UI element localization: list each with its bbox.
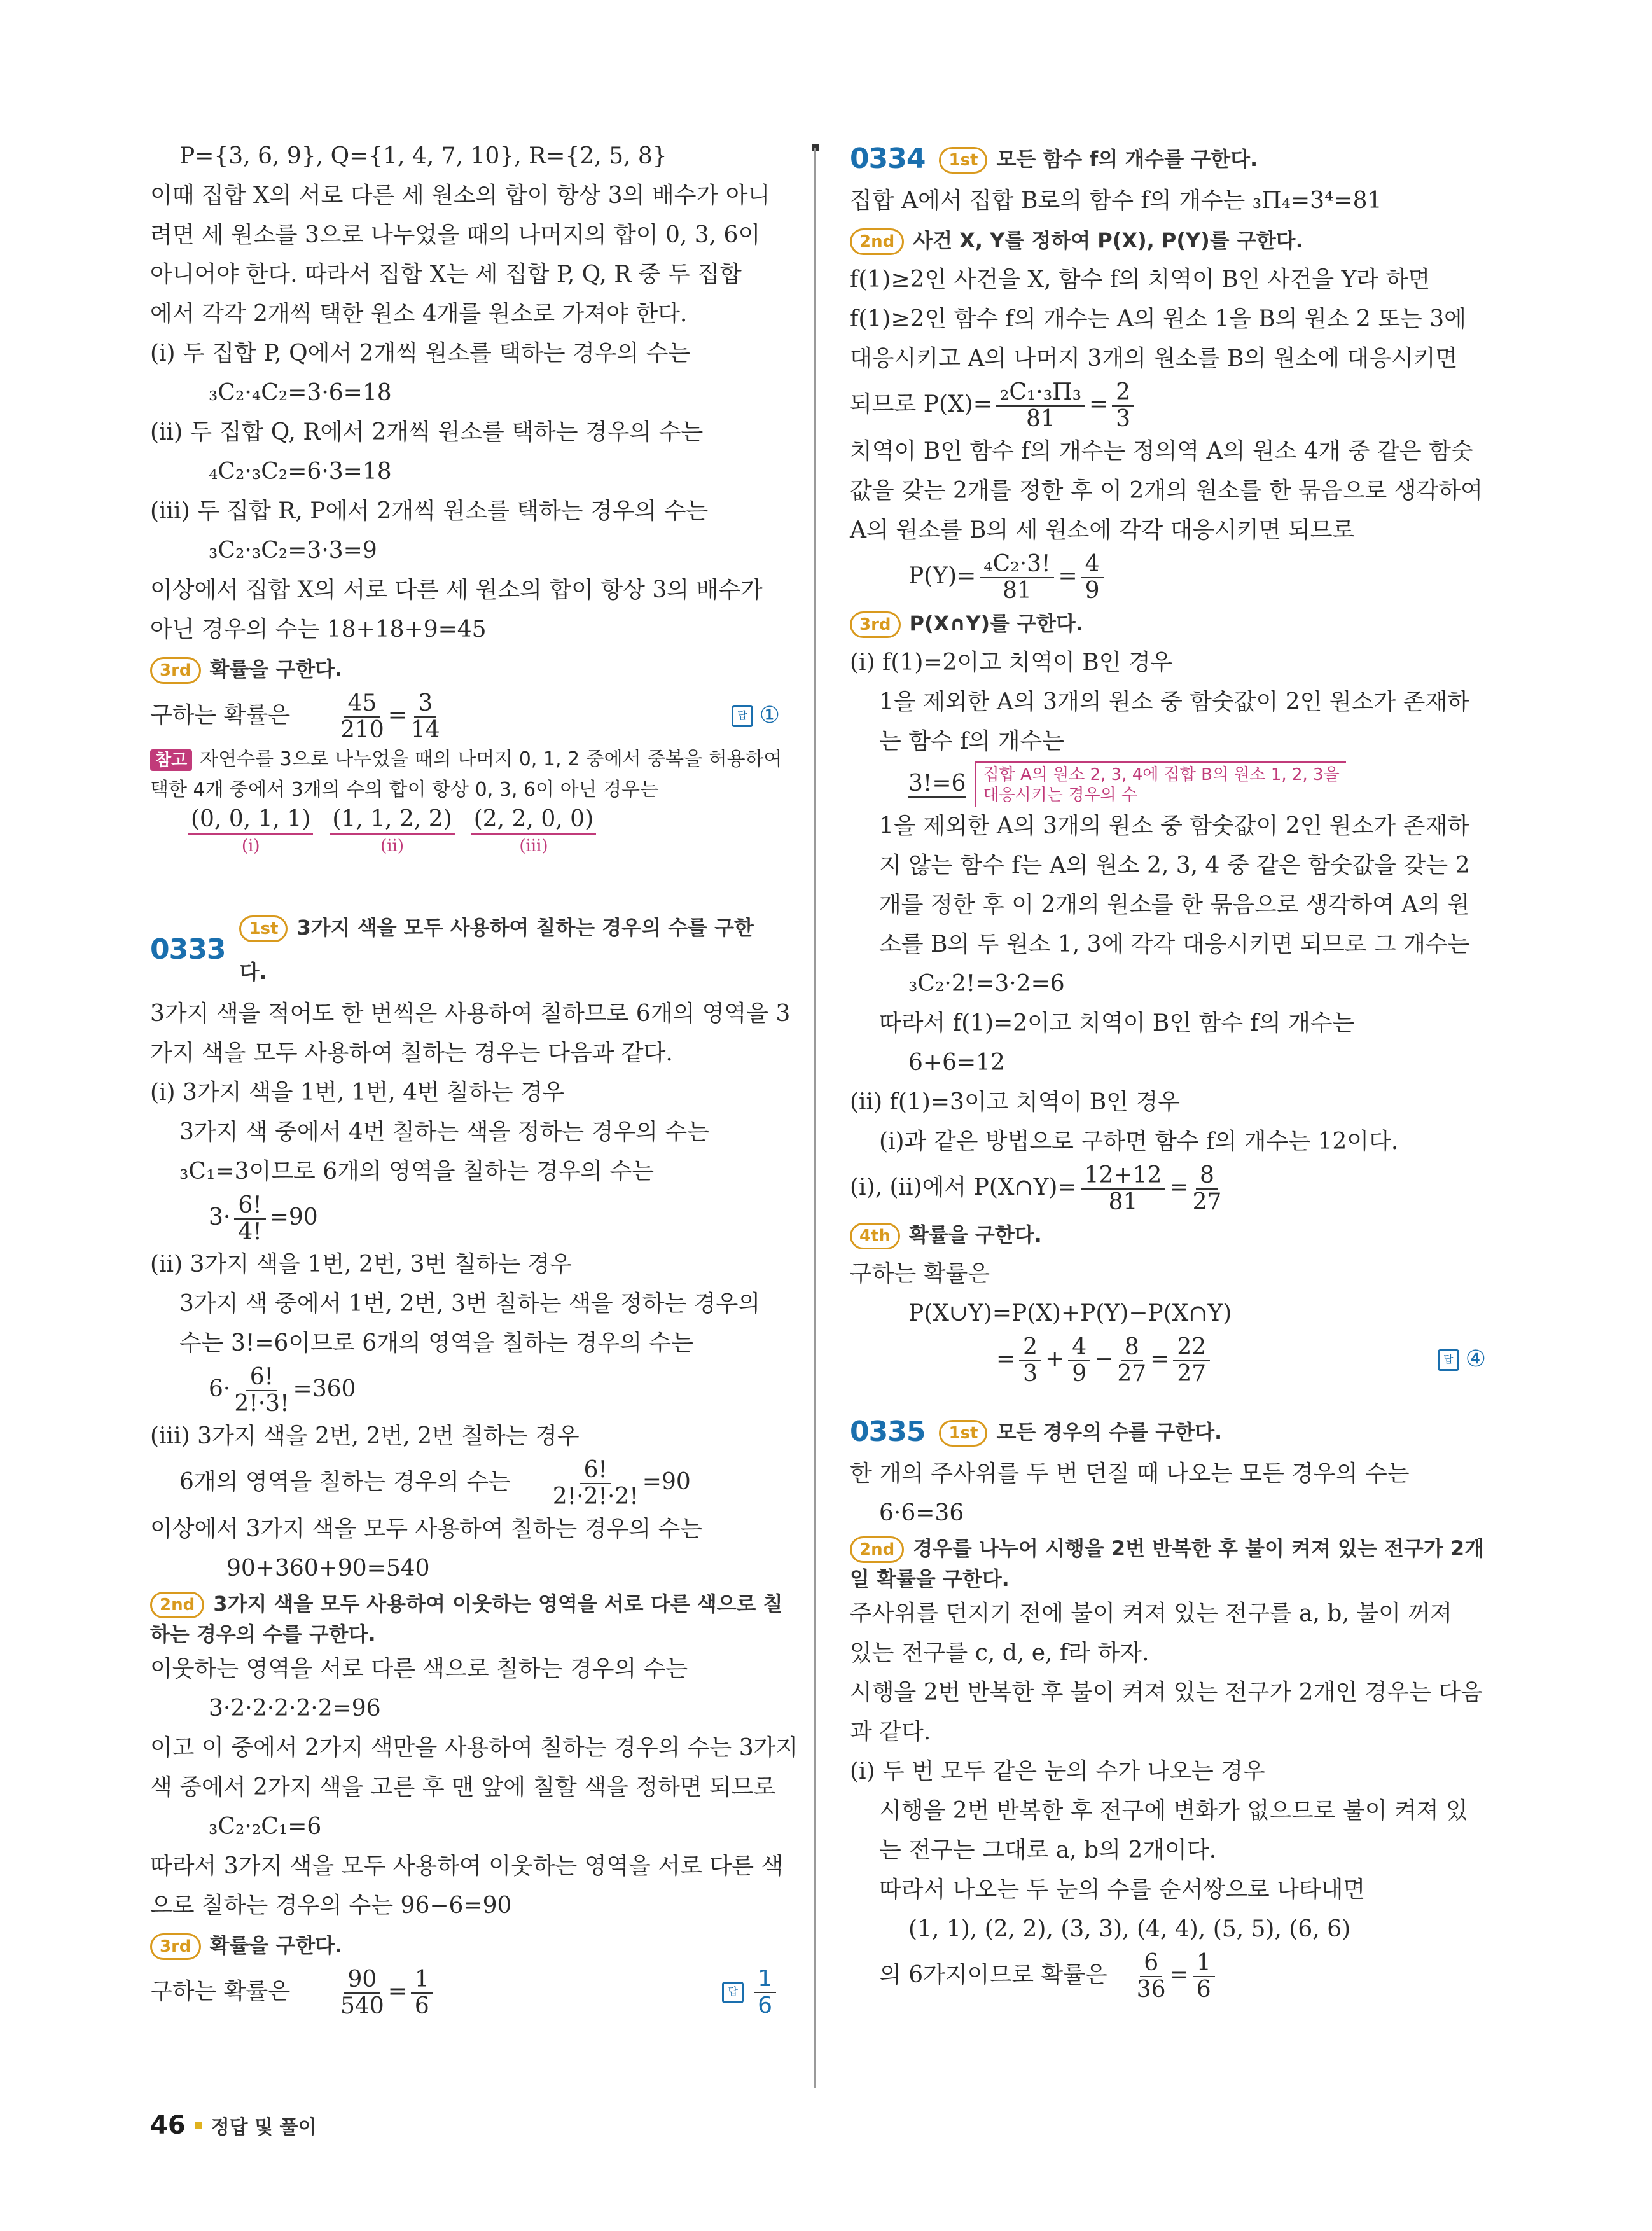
step-badge: 3rd — [150, 1933, 201, 1960]
step-title: 확률을 구한다. — [209, 1933, 343, 1957]
tuple: (1, 1, 2, 2) (ii) — [330, 805, 454, 857]
equation: (1, 1), (2, 2), (3, 3), (4, 4), (5, 5), (6, 6) — [908, 1916, 1351, 1942]
step-heading — [850, 604, 1486, 643]
text-line: (ii) 두 집합 Q, R에서 2개씩 원소를 택하는 경우의 수는 — [150, 419, 704, 445]
text-line: 아닌 경우의 수는 18+18+9=45 — [150, 616, 487, 643]
text-line: 이웃하는 영역을 서로 다른 색으로 칠하는 경우의 수는 — [150, 1656, 688, 1682]
step-title: 3가지 색을 모두 사용하여 이웃하는 영역을 서로 다른 색으로 칠 — [213, 1592, 783, 1616]
fraction: $\frac{3}{14}$ — [410, 690, 440, 743]
text-line: 소를 B의 두 원소 1, 3에 각각 대응시키면 되므로 그 개수는 — [879, 931, 1470, 957]
step-badge: 1st — [939, 1420, 987, 1447]
text-line: 이상에서 3가지 색을 모두 사용하여 칠하는 경우의 수는 — [150, 1516, 703, 1542]
probability-label: 구하는 확률은 — [150, 702, 291, 728]
step-heading — [150, 1926, 780, 1965]
text-line: 3가지 색 중에서 4번 칠하는 색을 정하는 경우의 수는 — [179, 1119, 709, 1145]
text-line: 구하는 확률은 — [850, 1261, 990, 1287]
text-line: 색 중에서 2가지 색을 고른 후 맨 앞에 칠할 색을 정하면 되므로 — [150, 1774, 776, 1800]
equation-with-callout: 3!=6 집합 A의 원소 2, 3, 4에 집합 B의 원소 1, 2, 3을 대응시키는 경우의 수 — [850, 761, 1486, 807]
text-line: (iii) 두 집합 R, P에서 2개씩 원소를 택하는 경우의 수는 — [150, 498, 709, 524]
text-line: (i) f(1)=2이고 치역이 B인 경우 — [850, 650, 1173, 676]
step-title: 확률을 구한다. — [209, 657, 343, 681]
equation: ₃C₂·₂C₁=6 — [209, 1814, 322, 1840]
text-line: 치역이 B인 함수 f의 개수는 정의역 A의 원소 4개 중 같은 함숫 — [850, 438, 1473, 464]
problem-number: 0333 — [150, 933, 226, 966]
step-title: 확률을 구한다. — [909, 1223, 1042, 1247]
text-line: 시행을 2번 반복한 후 전구에 변화가 없으므로 불이 켜져 있 — [879, 1798, 1468, 1824]
step-badge: 2nd — [850, 1536, 904, 1563]
text-line: 지 않는 함수 f는 A의 원소 2, 3, 4 중 같은 함숫값을 갖는 2 — [879, 852, 1470, 879]
step-badge: 2nd — [150, 1592, 204, 1618]
footer-square-icon — [195, 2122, 202, 2129]
note-tuples — [150, 805, 780, 857]
text-line: 에서 각각 2개씩 택한 원소 4개를 원소로 가져야 한다. — [150, 301, 688, 327]
text-line: 가지 색을 모두 사용하여 칠하는 경우는 다음과 같다. — [150, 1040, 673, 1066]
step-title: 사건 X, Y를 정하여 P(X), P(Y)를 구한다. — [913, 228, 1303, 253]
equation: (i), (ii)에서 P(X∩Y)= $\frac{12+12}{81}$ = $\frac{8}{27}$ — [850, 1162, 1222, 1215]
step-badge: 1st — [939, 147, 987, 174]
answer-icon: 답 — [732, 705, 753, 727]
text-line: 시행을 2번 반복한 후 불이 켜져 있는 전구가 2개인 경우는 다음 — [850, 1679, 1483, 1706]
text-line: (ii) 3가지 색을 1번, 2번, 3번 칠하는 경우 — [150, 1251, 573, 1277]
problem-number: 0335 — [850, 1415, 926, 1448]
text-line: (i)과 같은 방법으로 구하면 함수 f의 개수는 12이다. — [879, 1129, 1399, 1155]
text-line: (iii) 3가지 색을 2번, 2번, 2번 칠하는 경우 — [150, 1423, 580, 1449]
text-line: 한 개의 주사위를 두 번 던질 때 나오는 모든 경우의 수는 — [850, 1461, 1410, 1487]
answer-icon: 답 — [722, 1982, 744, 2003]
step-badge: 2nd — [850, 228, 904, 255]
text-line: A의 원소를 B의 세 원소에 각각 대응시키면 되므로 — [850, 517, 1355, 543]
problem-number: 0334 — [850, 142, 926, 175]
step-title: 모든 함수 f의 개수를 구한다. — [996, 147, 1258, 171]
note-tag: 참고 — [150, 749, 192, 771]
answer-mark: 답 ① — [732, 689, 780, 742]
step-title: 하는 경우의 수를 구한다. — [150, 1622, 376, 1646]
step-badge: 3rd — [850, 611, 901, 638]
callout-note: 집합 A의 원소 2, 3, 4에 집합 B의 원소 1, 2, 3을 대응시키는 경우의 수 — [975, 761, 1345, 807]
equation: 3· $\frac{6!}{4!}$ =90 — [209, 1192, 318, 1245]
text-line: 값을 갖는 2개를 정한 후 이 2개의 원소를 한 묶음으로 생각하여 — [850, 478, 1483, 504]
text-line: 아니어야 한다. 따라서 집합 X는 세 집합 P, Q, R 중 두 집합 — [150, 261, 742, 288]
text-line: 는 함수 f의 개수는 — [879, 728, 1065, 754]
text-line: 는 전구는 그대로 a, b의 2개이다. — [879, 1837, 1217, 1863]
text-line: 이고 이 중에서 2가지 색만을 사용하여 칠하는 경우의 수는 3가지 — [150, 1735, 798, 1761]
step-title: 일 확률을 구한다. — [850, 1567, 1010, 1591]
equation: P(X∪Y)=P(X)+P(Y)−P(X∩Y) — [908, 1300, 1232, 1326]
text-line: 과 같다. — [850, 1719, 931, 1745]
equation: ₃C₂·₃C₂=3·3=9 — [209, 538, 377, 564]
tuple: (2, 2, 0, 0) (iii) — [471, 805, 596, 857]
step-heading — [850, 1533, 1486, 1564]
page-footer — [150, 2111, 316, 2140]
equation: 6+6=12 — [908, 1050, 1005, 1076]
text-line: (i) 3가지 색을 1번, 1번, 4번 칠하는 경우 — [150, 1080, 565, 1106]
text-line: 따라서 f(1)=2이고 치역이 B인 함수 f의 개수는 — [879, 1010, 1355, 1036]
step-heading — [150, 1588, 783, 1619]
equation: ₃C₂·₄C₂=3·6=18 — [209, 380, 392, 406]
text-line: 려면 세 원소를 3으로 나누었을 때의 나머지의 합이 0, 3, 6이 — [150, 222, 761, 248]
note-line: 참고 자연수를 3으로 나누었을 때의 나머지 0, 1, 2 중에서 중복을 허용하여 — [150, 743, 780, 775]
problem-header — [850, 137, 1486, 181]
equation: ₄C₂·₃C₂=6·3=18 — [209, 459, 392, 485]
problem-header — [150, 905, 780, 994]
equation: P(Y)= $\frac{\text{₄C₂·3!}}{81}$ = $\frac{4}{9}$ — [850, 550, 1486, 604]
answer-icon: 답 — [1438, 1349, 1459, 1371]
text-line: P={3, 6, 9}, Q={1, 4, 7, 10}, R={2, 5, 8} — [179, 143, 667, 169]
text-line: (ii) f(1)=3이고 치역이 B인 경우 — [850, 1089, 1180, 1115]
equation: 6·6=36 — [879, 1500, 964, 1526]
tuple: (0, 0, 1, 1) (i) — [188, 805, 313, 857]
text-line: 이때 집합 X의 서로 다른 세 원소의 합이 항상 3의 배수가 아니 — [150, 183, 770, 209]
probability-line: 구하는 확률은 $\frac{45}{210}$ = $\frac{3}{14}$ 답 ① — [150, 690, 780, 743]
text-line: 으로 칠하는 경우의 수는 96−6=90 — [150, 1893, 512, 1919]
equation: 6개의 영역을 칠하는 경우의 수는 $\frac{6!}{2!\cdot 2!\cdot 2!}$ =90 — [179, 1457, 691, 1510]
text-line: f(1)≥2인 사건을 X, 함수 f의 치역이 B인 사건을 Y라 하면 — [850, 267, 1431, 293]
step-title: 경우를 나누어 시행을 2번 반복한 후 불이 켜져 있는 전구가 2개 — [913, 1536, 1485, 1560]
problem-header — [850, 1410, 1486, 1454]
equation: 되므로 P(X)= $\frac{\text{₂C₁·₃Π₃}}{81}$ = $\frac{2}{3}$ — [850, 379, 1486, 432]
text-line: 수는 3!=6이므로 6개의 영역을 칠하는 경우의 수는 — [179, 1330, 693, 1356]
step-title: P(X∩Y)를 구한다. — [909, 611, 1084, 636]
equation: 의 6가지이므로 확률은 $\frac{6}{36}$ = $\frac{1}{6}$ — [850, 1949, 1486, 2003]
footer-label: 정답 및 풀이 — [211, 2116, 317, 2139]
fraction: $\frac{90}{540}$ — [340, 1966, 384, 2019]
text-line: (i) 두 번 모두 같은 눈의 수가 나오는 경우 — [850, 1758, 1265, 1784]
text-line: 개를 정한 후 이 2개의 원소를 한 묶음으로 생각하여 A의 원 — [879, 892, 1470, 918]
fraction: $\frac{45}{210}$ — [340, 690, 384, 743]
step-heading — [850, 1215, 1486, 1255]
right-column — [850, 137, 1486, 2003]
note-line: 택한 4개 중에서 3개의 수의 합이 항상 0, 3, 6이 아닌 경우는 — [150, 779, 659, 801]
step-heading — [850, 221, 1486, 260]
step-badge: 3rd — [150, 657, 201, 684]
equation: ₃C₂·2!=3·2=6 — [908, 971, 1065, 997]
text-line: 1을 제외한 A의 3개의 원소 중 함숫값이 2인 원소가 존재하 — [879, 689, 1469, 715]
step-title: 3가지 색을 모두 사용하여 칠하는 경우의 수를 구한다. — [239, 915, 754, 984]
step-badge: 1st — [239, 915, 288, 942]
left-column — [150, 137, 798, 2019]
answer-mark: 답 $\frac{1}{6}$ — [722, 1965, 780, 2019]
text-line: f(1)≥2인 함수 f의 개수는 A의 원소 1을 B의 원소 2 또는 3에 — [850, 306, 1466, 332]
equation: 3·2·2·2·2·2=96 — [209, 1695, 381, 1721]
equation: 6· $\frac{6!}{2!\cdot 3!}$ =360 — [209, 1364, 356, 1417]
text-line: 따라서 3가지 색을 모두 사용하여 이웃하는 영역을 서로 다른 색 — [150, 1853, 784, 1879]
probability-label: 구하는 확률은 — [150, 1978, 291, 2005]
text-line: 이상에서 집합 X의 서로 다른 세 원소의 합이 항상 3의 배수가 — [150, 577, 763, 603]
fraction: $\frac{1}{6}$ — [411, 1967, 433, 2019]
step-title: 모든 경우의 수를 구한다. — [996, 1420, 1223, 1444]
answer-mark: 답 ④ — [1438, 1333, 1486, 1386]
text-line: ₃C₁=3이므로 6개의 영역을 칠하는 경우의 수는 — [179, 1158, 655, 1185]
probability-line: 구하는 확률은 $\frac{90}{540}$ = $\frac{1}{6}$ 답 $\frac{1}{6}$ — [150, 1965, 780, 2019]
step-heading — [150, 650, 780, 689]
text-line: 대응시키고 A의 나머지 3개의 원소를 B의 원소에 대응시키면 — [850, 345, 1458, 372]
step-badge: 4th — [850, 1223, 900, 1249]
text-line: (i) 두 집합 P, Q에서 2개씩 원소를 택하는 경우의 수는 — [150, 340, 691, 366]
text-line: 따라서 나오는 두 눈의 수를 순서쌍으로 나타내면 — [879, 1877, 1366, 1903]
text-line: 1을 제외한 A의 3개의 원소 중 함숫값이 2인 원소가 존재하 — [879, 813, 1469, 839]
text-line: 있는 전구를 c, d, e, f라 하자. — [850, 1640, 1149, 1666]
text-line: 집합 A에서 집합 B로의 함수 f의 개수는 ₃Π₄=3⁴=81 — [850, 188, 1382, 214]
column-divider — [814, 148, 816, 2088]
equation: = $\frac{2}{3}$ + $\frac{4}{9}$ − $\frac{8}{27}$ = $\frac{22}{27}$ 답 ④ — [996, 1334, 1486, 1387]
text-line: 주사위를 던지기 전에 불이 켜져 있는 전구를 a, b, 불이 꺼져 — [850, 1601, 1452, 1627]
text-line: 3가지 색을 적어도 한 번씩은 사용하여 칠하므로 6개의 영역을 3 — [150, 1001, 791, 1027]
equation: 90+360+90=540 — [226, 1555, 430, 1581]
text-line: 3가지 색 중에서 1번, 2번, 3번 칠하는 색을 정하는 경우의 — [179, 1291, 761, 1317]
page-number: 46 — [150, 2111, 186, 2140]
